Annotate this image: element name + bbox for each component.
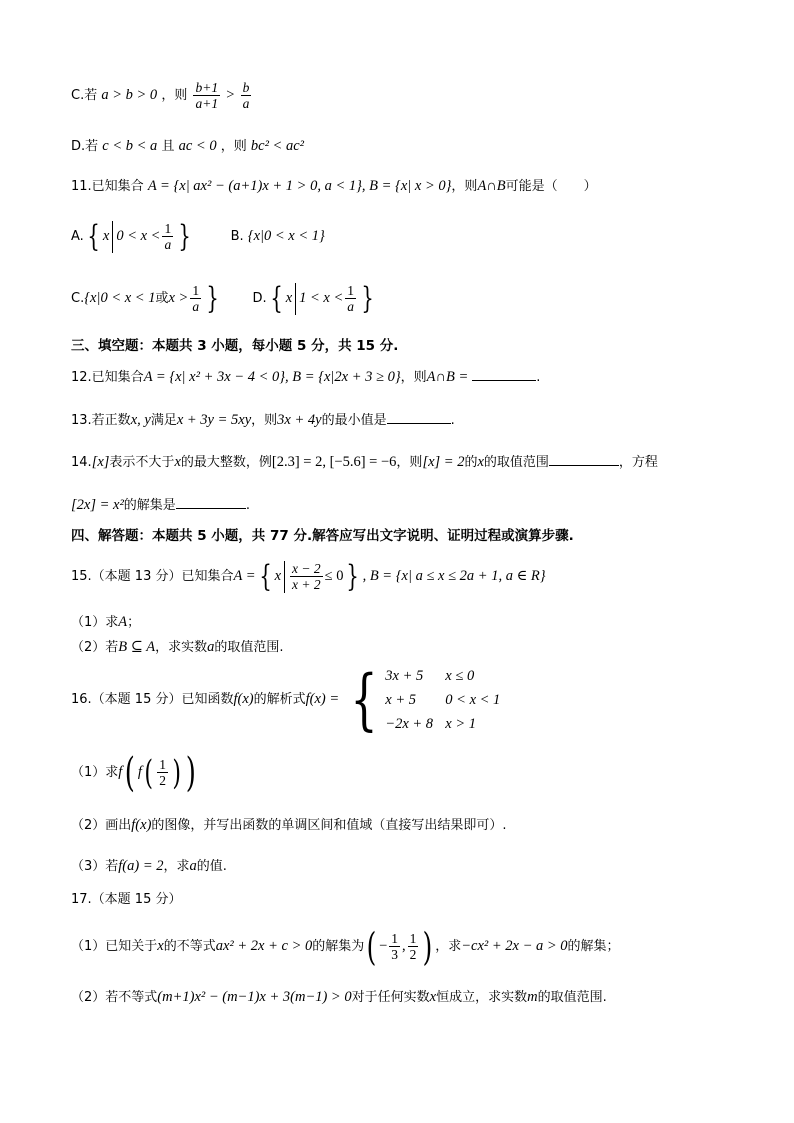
q12-set-b: , B = {x|2x + 3 ≥ 0} (285, 369, 401, 385)
q14-text-6: ，方程 (618, 455, 658, 470)
q15-lead: 15.（本题 13 分）已知集合 (71, 569, 234, 584)
q17-part-2-label: （2）若不等式 (71, 990, 158, 1005)
q15-x: x (274, 568, 282, 584)
q14-example: [2.3] = 2, [−5.6] = −6 (271, 454, 397, 470)
q11-option-c-set: {x|0 < x < 1 (84, 290, 156, 306)
q12-lead: 12.已知集合 (71, 370, 144, 385)
q14-text-4: 的 (464, 455, 478, 470)
q11-set-a: A = {x| ax² − (a+1)x + 1 > 0, a < 1} (147, 178, 362, 194)
option-d-condition2: ac < 0 (178, 138, 217, 154)
q14-equation-2: [2x] = x² (71, 497, 124, 513)
q16-mid: 的解析式 (253, 692, 306, 707)
q17-part-1-label: （1）已知关于 (71, 939, 158, 954)
q11-option-c-fraction: $\frac{1}{a}$ (192, 283, 200, 314)
q11-option-c-or: 或 (155, 291, 169, 306)
option-d-label: D.若 (71, 139, 99, 154)
option-c-gt: > (226, 87, 235, 103)
question-12 (71, 366, 540, 388)
q14-x: x (174, 454, 181, 470)
q16-part-2-f: f(x) (131, 817, 152, 833)
q17-part-1-inequality-2: −cx² + 2x − a > 0 (461, 938, 568, 954)
q11-tail: ，则 (451, 179, 478, 194)
q11-option-a-label: A. (71, 229, 84, 244)
q15-part-1-label: （1）求 (71, 615, 119, 630)
option-c-fraction2: $\frac{b}{a}$ (242, 80, 250, 111)
option-d-then: ，则 (220, 139, 247, 154)
option-d-condition: c < b < a (102, 138, 158, 154)
q12-tail: ，则 (400, 370, 427, 385)
q17-part-2-m: m (527, 989, 538, 1005)
q11-options-ab: A. { x 0 < x < $\frac{1}{a}$ } B. {x|0 < x < 1} (71, 218, 325, 254)
q14-x-2: x (477, 454, 484, 470)
q16-part-1: （1）求f( f( $\frac{1}{2}$ ) ) (71, 749, 197, 796)
q13-equation: x + 3y = 5xy (176, 412, 252, 428)
q15-part-1 (71, 612, 140, 633)
q17-part-1: （1）已知关于x的不等式ax² + 2x + c > 0的解集为( − $\frac{1}{3}$ , $\frac{1}{2}$ ) ，求−cx² + 2x − a > 0的解集； (71, 924, 620, 969)
q11-option-d-x: x (285, 290, 293, 306)
q15-part-1-var: A (118, 614, 128, 630)
option-d-line (71, 136, 304, 157)
q14-end: . (245, 498, 250, 513)
q14-text-7: 的解集是 (123, 498, 176, 513)
q17-part-1-text-4: 的解集； (567, 939, 620, 954)
option-c-then: ，则 (161, 88, 188, 103)
q16-part-2-label: （2）画出 (71, 818, 132, 833)
q16-part-1-f: f (118, 764, 123, 780)
q11-intersection: A∩B (477, 178, 506, 194)
q15-le: ≤ 0 (324, 568, 344, 584)
q17-part-1-inequality: ax² + 2x + c > 0 (215, 938, 313, 954)
q17-part-2-text-3: 的取值范围. (537, 990, 607, 1005)
q17-fraction-1: $\frac{1}{3}$ (391, 931, 399, 962)
option-d-expression: bc² < ac² (250, 138, 304, 154)
question-16 (71, 660, 501, 739)
q15-set-b: , B = {x| a ≤ x ≤ 2a + 1, a ∈ R} (362, 568, 546, 584)
q13-ask: 的最小值是 (321, 413, 387, 428)
q11-lead: 11.已知集合 (71, 179, 144, 194)
q16-fx: f(x) (233, 691, 254, 707)
q12-set-a: A = {x| x² + 3x − 4 < 0} (143, 369, 286, 385)
q17-part-2-text: 对于任何实数 (351, 990, 430, 1005)
q12-end: . (536, 370, 541, 385)
option-c-fraction: $\frac{b+1}{a+1}$ (195, 80, 219, 111)
q13-then: ，则 (251, 413, 278, 428)
q17-part-2-inequality: (m+1)x² − (m−1)x + 3(m−1) > 0 (157, 989, 352, 1005)
q15-part-2-text: ，求实数 (155, 640, 208, 655)
q14-floor-x: [x] (91, 454, 110, 470)
q17-part-1-text-2: 的解集为 (312, 939, 365, 954)
q15-fraction: $\frac{x - 2}{x + 2}$ (292, 561, 321, 592)
q15-part-2-a: a (207, 639, 215, 655)
q16-part-2 (71, 815, 507, 836)
q14-lead: 14. (71, 455, 92, 470)
q14-text-3: ，则 (396, 455, 423, 470)
q11-option-d-ineq: 1 < x < (299, 290, 344, 306)
q17-part-1-x: x (157, 938, 164, 954)
option-d-and: 且 (161, 139, 175, 154)
q15-part-2-expr: B ⊆ A (118, 639, 156, 655)
q17-part-2-text-2: 恒成立，求实数 (436, 990, 528, 1005)
q11-options-cd: C.{x|0 < x < 1或x > $\frac{1}{a}$ } D. { x 1 < x < $\frac{1}{a}$ } (71, 280, 374, 316)
q11-option-b-label: B. (230, 229, 244, 244)
q16-piecewise: { 3x + 5 x ≤ 0 x + 5 0 < x < 1 −2x + 8 x > 1 (350, 660, 501, 738)
q11-option-d-label: D. (252, 291, 267, 306)
q16-part-3 (71, 856, 227, 877)
q17-part-1-text-3: ，求 (435, 939, 462, 954)
q16-part-1-fraction: $\frac{1}{2}$ (159, 757, 166, 788)
question-14 (71, 451, 658, 473)
q14-text-5: 的取值范围 (483, 455, 549, 470)
section-4-heading: 四、解答题：本题共 5 小题，共 77 分.解答应写出文字说明、证明过程或演算步骤. (71, 528, 574, 544)
q11-set-b: , B = {x| x > 0} (361, 178, 452, 194)
q17-fraction-2: $\frac{1}{2}$ (409, 931, 417, 962)
q15-part-2 (71, 637, 284, 658)
q11-option-d-fraction: $\frac{1}{a}$ (347, 283, 355, 314)
q15-part-2-label: （2）若 (71, 640, 119, 655)
q16-part-1-label: （1）求 (71, 765, 119, 780)
q13-mid: 满足 (150, 413, 177, 428)
q16-part-3-end: 的值. (196, 859, 227, 874)
q17-part-1-text: 的不等式 (163, 939, 216, 954)
q15-part-2-end: 的取值范围. (214, 640, 284, 655)
q14-equation: [x] = 2 (422, 454, 465, 470)
q16-part-3-a: a (189, 858, 197, 874)
q11-option-a-x: x (102, 228, 110, 244)
q16-part-3-text: ，求 (163, 859, 190, 874)
q13-lead: 13.若正数 (71, 413, 131, 428)
q14-text-1: 表示不大于 (109, 455, 175, 470)
q15-part-1-end: ； (127, 615, 141, 630)
q13-vars: x, y (130, 412, 151, 428)
q11-option-b-set: {x|0 < x < 1} (247, 228, 325, 244)
question-15: 15.（本题 13 分）已知集合A = { x $\frac{x - 2}{x + 2}$ ≤ 0 } , B = {x| a ≤ x ≤ 2a + 1, a ∈ R} (71, 558, 546, 594)
q11-option-a-fraction: $\frac{1}{a}$ (164, 221, 172, 252)
q16-fx-equals: f(x) = (305, 691, 340, 707)
q13-end: . (450, 413, 455, 428)
question-11 (71, 176, 597, 197)
q13-expression: 3x + 4y (277, 412, 322, 428)
q17-part-2-x: x (429, 989, 437, 1005)
question-17: 17.（本题 15 分） (71, 892, 182, 907)
question-13 (71, 409, 455, 431)
q12-intersection: A∩B = (426, 369, 469, 385)
option-c-label: C.若 (71, 88, 98, 103)
q15-set-a-label: A = (233, 568, 256, 584)
q11-option-a-ineq: 0 < x < (116, 228, 161, 244)
q16-part-1-f-inner: f (137, 764, 142, 780)
q16-part-3-expr: f(a) = 2 (118, 858, 164, 874)
option-c-condition: a > b > 0 (101, 87, 158, 103)
q11-option-c-label: C. (71, 291, 85, 306)
q16-part-3-label: （3）若 (71, 859, 119, 874)
option-c-line (71, 80, 253, 111)
q11-ask: 可能是（ ） (505, 179, 597, 194)
q17-part-2 (71, 987, 607, 1008)
question-14-cont (71, 494, 250, 516)
q16-part-2-text: 的图像，并写出函数的单调区间和值域（直接写出结果即可）. (151, 818, 507, 833)
q14-text-2: 的最大整数，例 (180, 455, 272, 470)
section-3-heading: 三、填空题：本题共 3 小题，每小题 5 分，共 15 分. (71, 338, 399, 354)
q11-option-c-gt: x > (168, 290, 189, 306)
q16-lead: 16.（本题 15 分）已知函数 (71, 692, 234, 707)
